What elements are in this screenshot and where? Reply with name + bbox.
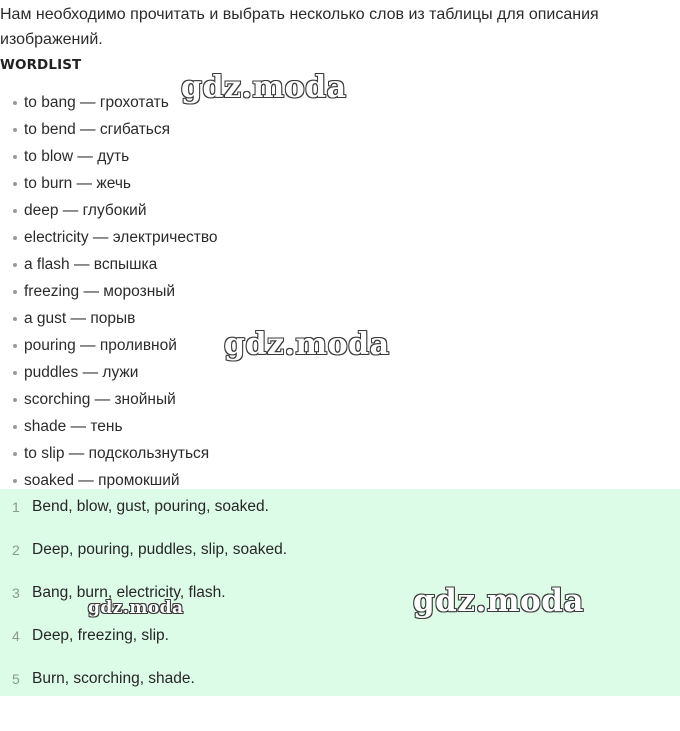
word-entry: to slip — подскользнуться xyxy=(24,445,210,462)
wordlist xyxy=(0,89,218,494)
bullet-icon xyxy=(13,479,17,483)
bullet-icon xyxy=(13,317,17,321)
list-item xyxy=(0,251,218,278)
word-entry: a flash — вспышка xyxy=(24,256,158,273)
word-entry: to blow — дуть xyxy=(24,148,130,165)
word-entry: freezing — морозный xyxy=(24,283,176,300)
list-item xyxy=(0,359,218,386)
word-entry: to bend — сгибаться xyxy=(24,121,171,138)
word-entry: electricity — электричество xyxy=(24,229,218,246)
answer-number: 1 xyxy=(12,499,20,515)
bullet-icon xyxy=(13,452,17,456)
watermark: gdz.moda xyxy=(224,327,390,362)
bullet-icon xyxy=(13,128,17,132)
word-entry: puddles — лужи xyxy=(24,364,139,381)
answer-text: Deep, freezing, slip. xyxy=(32,627,169,644)
bullet-icon xyxy=(13,425,17,429)
answer-text: Bang, burn, electricity, flash. xyxy=(32,584,226,601)
list-item xyxy=(0,224,218,251)
list-item xyxy=(0,413,218,440)
list-item xyxy=(0,386,218,413)
word-entry: soaked — промокший xyxy=(24,472,180,489)
watermark: gdz.moda xyxy=(413,583,584,619)
list-item xyxy=(0,440,218,467)
wordlist-heading: WORDLIST xyxy=(0,57,82,73)
word-entry: shade — тень xyxy=(24,418,123,435)
list-item xyxy=(0,332,218,359)
bullet-icon xyxy=(13,371,17,375)
list-item xyxy=(0,197,218,224)
answer-text: Bend, blow, gust, pouring, soaked. xyxy=(32,498,269,515)
word-entry: scorching — знойный xyxy=(24,391,176,408)
bullet-icon xyxy=(13,236,17,240)
list-item xyxy=(0,278,218,305)
word-entry: to burn — жечь xyxy=(24,175,131,192)
bullet-icon xyxy=(13,263,17,267)
answer-number: 4 xyxy=(12,628,20,644)
answer-number: 2 xyxy=(12,542,20,558)
list-item xyxy=(0,305,218,332)
list-item xyxy=(0,143,218,170)
bullet-icon xyxy=(13,290,17,294)
answers-block xyxy=(0,489,680,696)
intro-text: Нам необходимо прочитать и выбрать несколько слов из таблицы для описания изображений. xyxy=(0,6,599,48)
bullet-icon xyxy=(13,398,17,402)
answer-text: Deep, pouring, puddles, slip, soaked. xyxy=(32,541,288,558)
answer-text: Burn, scorching, shade. xyxy=(32,670,195,687)
answer-number: 3 xyxy=(12,585,20,601)
word-entry: deep — глубокий xyxy=(24,202,147,219)
bullet-icon xyxy=(13,182,17,186)
bullet-icon xyxy=(13,155,17,159)
list-item xyxy=(0,89,218,116)
watermark: gdz.moda xyxy=(181,70,347,105)
bullet-icon xyxy=(13,101,17,105)
bullet-icon xyxy=(13,209,17,213)
word-entry: to bang — грохотать xyxy=(24,94,169,111)
list-item xyxy=(0,170,218,197)
answer-number: 5 xyxy=(12,671,20,687)
list-item xyxy=(0,116,218,143)
word-entry: a gust — порыв xyxy=(24,310,136,327)
watermark: gdz.moda xyxy=(88,598,184,618)
bullet-icon xyxy=(13,344,17,348)
word-entry: pouring — проливной xyxy=(24,337,177,354)
